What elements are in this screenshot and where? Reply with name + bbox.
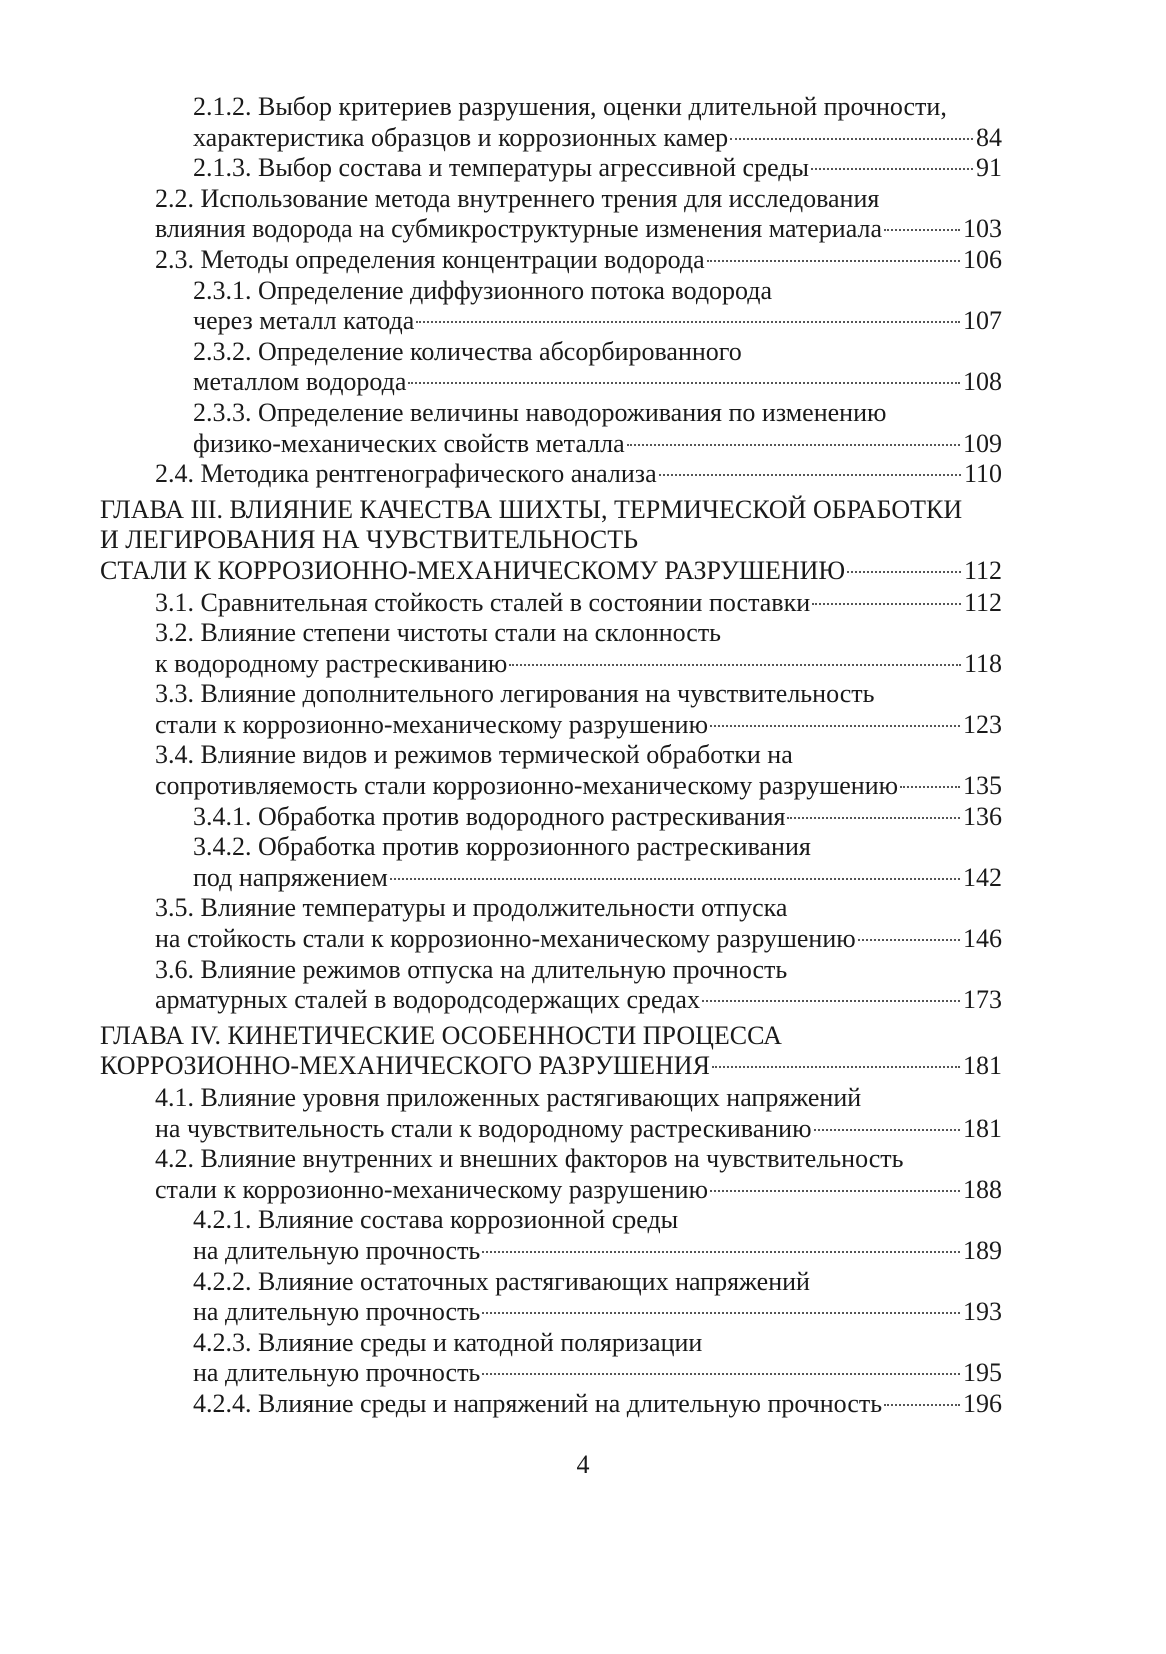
toc-entry-title: влияния водорода на субмикроструктурные изменения материала bbox=[155, 214, 882, 244]
toc-page-number: 103 bbox=[963, 214, 1002, 244]
toc-entry bbox=[100, 893, 1002, 954]
toc-entry-title: стали к коррозионно-механическому разрушению bbox=[155, 1174, 709, 1204]
dot-leader bbox=[858, 939, 960, 941]
toc-entry-title: ГЛАВА III. ВЛИЯНИЕ КАЧЕСТВА ШИХТЫ, ТЕРМИЧЕСКОЙ ОБРАБОТКИ bbox=[100, 494, 963, 524]
toc-entry bbox=[100, 1205, 1002, 1266]
toc-page-number: 107 bbox=[963, 306, 1002, 336]
toc-entry-title: стали к коррозионно-механическому разрушению bbox=[155, 709, 709, 739]
toc-entry-title: 2.3.3. Определение величины наводороживания по изменению bbox=[193, 397, 887, 427]
toc-entry-line bbox=[193, 1267, 1002, 1298]
toc-entry-line bbox=[193, 832, 1002, 863]
toc-page-number: 142 bbox=[963, 862, 1002, 892]
toc-entry-title: 2.3.1. Определение диффузионного потока водорода bbox=[193, 275, 773, 305]
toc-page-number: 188 bbox=[963, 1174, 1002, 1204]
toc-entry-title: 3.3. Влияние дополнительного легирования на чувствительность bbox=[155, 679, 875, 709]
toc-entry-title: 2.3.2. Определение количества абсорбированного bbox=[193, 336, 742, 366]
toc-page-number: 118 bbox=[963, 648, 1002, 678]
table-of-contents bbox=[100, 92, 1002, 1420]
toc-page-number: 181 bbox=[963, 1051, 1002, 1081]
dot-leader bbox=[482, 1312, 960, 1314]
toc-entry bbox=[100, 1267, 1002, 1328]
toc-entry-line bbox=[155, 985, 1002, 1016]
page-number: 4 bbox=[576, 1450, 590, 1479]
toc-entry-line bbox=[193, 1297, 1002, 1328]
dot-leader bbox=[390, 878, 960, 880]
toc-entry-title: к водородному растрескиванию bbox=[155, 648, 508, 678]
toc-entry-line bbox=[193, 337, 1002, 368]
toc-entry-title: 4.2.2. Влияние остаточных растягивающих напряжений bbox=[193, 1266, 810, 1296]
toc-entry-line bbox=[100, 1051, 1002, 1082]
toc-entry bbox=[100, 184, 1002, 245]
toc-entry-title: на длительную прочность bbox=[193, 1358, 481, 1388]
toc-entry-line bbox=[155, 459, 1002, 490]
toc-page-number: 110 bbox=[963, 459, 1002, 489]
toc-entry-title: 4.2. Влияние внутренних и внешних факторов на чувствительность bbox=[155, 1144, 904, 1174]
toc-entry bbox=[100, 740, 1002, 801]
toc-page-number: 84 bbox=[976, 122, 1002, 152]
toc-entry-line bbox=[155, 184, 1002, 215]
dot-leader bbox=[509, 664, 961, 666]
toc-chapter-entry bbox=[100, 495, 1002, 587]
toc-entry-title: 2.1.2. Выбор критериев разрушения, оценки длительной прочности, bbox=[193, 92, 947, 121]
toc-entry-title: 3.4.2. Обработка против коррозионного растрескивания bbox=[193, 832, 811, 862]
toc-entry-line bbox=[193, 398, 1002, 429]
toc-entry-title: арматурных сталей в водородсодержащих средах bbox=[155, 985, 700, 1015]
toc-entry-title: через металл катода bbox=[193, 306, 415, 336]
toc-entry-title: металлом водорода bbox=[193, 367, 407, 397]
toc-entry-title: 4.1. Влияние уровня приложенных растягивающих напряжений bbox=[155, 1083, 862, 1112]
toc-entry bbox=[100, 276, 1002, 337]
toc-entry-line bbox=[193, 1328, 1002, 1359]
dot-leader bbox=[408, 382, 960, 384]
toc-entry-line bbox=[100, 495, 1002, 526]
dot-leader bbox=[812, 603, 961, 605]
toc-entry bbox=[100, 337, 1002, 398]
toc-entry-line bbox=[193, 1205, 1002, 1236]
toc-page-number: 196 bbox=[963, 1388, 1002, 1418]
toc-entry-line bbox=[193, 429, 1002, 460]
toc-entry-line bbox=[155, 245, 1002, 276]
toc-chapter-entry bbox=[100, 1021, 1002, 1082]
toc-entry-title: 3.4.1. Обработка против водородного растрескивания bbox=[193, 801, 786, 831]
toc-entry-title: 4.2.4. Влияние среды и напряжений на длительную прочность bbox=[193, 1388, 883, 1418]
toc-entry bbox=[100, 1083, 1002, 1144]
toc-entry bbox=[100, 1144, 1002, 1205]
toc-entry-title: 3.5. Влияние температуры и продолжительности отпуска bbox=[155, 893, 788, 923]
toc-entry-title: на чувствительность стали к водородному растрескиванию bbox=[155, 1113, 812, 1143]
dot-leader bbox=[710, 725, 960, 727]
toc-entry-line bbox=[155, 588, 1002, 619]
toc-page-number: 136 bbox=[963, 801, 1002, 831]
toc-entry-title: физико-механических свойств металла bbox=[193, 428, 625, 458]
toc-entry bbox=[100, 832, 1002, 893]
toc-entry-line bbox=[155, 649, 1002, 680]
toc-page-number: 195 bbox=[963, 1358, 1002, 1388]
toc-page-number: 112 bbox=[963, 555, 1002, 585]
toc-entry-line bbox=[155, 1144, 1002, 1175]
toc-entry-title: 4.2.1. Влияние состава коррозионной среды bbox=[193, 1205, 679, 1235]
toc-page-number: 181 bbox=[963, 1113, 1002, 1143]
toc-entry-title: 4.2.3. Влияние среды и катодной поляризации bbox=[193, 1327, 703, 1357]
toc-entry-line bbox=[155, 771, 1002, 802]
toc-entry-title: ГЛАВА IV. КИНЕТИЧЕСКИЕ ОСОБЕННОСТИ ПРОЦЕССА bbox=[100, 1020, 782, 1050]
toc-entry-line bbox=[155, 679, 1002, 710]
dot-leader bbox=[482, 1373, 960, 1375]
dot-leader bbox=[730, 138, 973, 140]
dot-leader bbox=[702, 1000, 960, 1002]
toc-entry-line bbox=[155, 1114, 1002, 1145]
toc-entry-title: характеристика образцов и коррозионных камер bbox=[193, 122, 729, 152]
toc-entry-line bbox=[155, 893, 1002, 924]
toc-entry bbox=[100, 679, 1002, 740]
dot-leader bbox=[814, 1129, 961, 1131]
toc-page-number: 106 bbox=[963, 244, 1002, 274]
toc-entry-line bbox=[100, 1021, 1002, 1052]
dot-leader bbox=[710, 1190, 960, 1192]
toc-page-number: 193 bbox=[963, 1297, 1002, 1327]
toc-entry-title: 3.4. Влияние видов и режимов термической обработки на bbox=[155, 740, 793, 770]
toc-entry-line bbox=[155, 710, 1002, 741]
toc-entry-line bbox=[193, 306, 1002, 337]
toc-entry bbox=[100, 1389, 1002, 1420]
toc-entry-line bbox=[193, 863, 1002, 894]
dot-leader bbox=[712, 1066, 960, 1068]
toc-entry-title: И ЛЕГИРОВАНИЯ НА ЧУВСТВИТЕЛЬНОСТЬ bbox=[100, 525, 639, 555]
toc-entry bbox=[100, 459, 1002, 490]
toc-page-number: 189 bbox=[963, 1235, 1002, 1265]
toc-entry-line bbox=[155, 1083, 1002, 1114]
toc-entry-title: на длительную прочность bbox=[193, 1235, 481, 1265]
toc-entry bbox=[100, 1328, 1002, 1389]
toc-entry-line bbox=[100, 525, 1002, 556]
dot-leader bbox=[627, 444, 960, 446]
toc-page-number: 109 bbox=[963, 428, 1002, 458]
toc-entry bbox=[100, 618, 1002, 679]
toc-entry-title: 3.2. Влияние степени чистоты стали на склонность bbox=[155, 618, 722, 648]
dot-leader bbox=[847, 571, 961, 573]
toc-entry bbox=[100, 955, 1002, 1016]
dot-leader bbox=[787, 817, 960, 819]
toc-entry-title: 2.4. Методика рентгенографического анализа bbox=[155, 459, 657, 489]
toc-entry-title: 2.1.3. Выбор состава и температуры агрессивной среды bbox=[193, 153, 809, 183]
toc-entry bbox=[100, 398, 1002, 459]
toc-entry-line bbox=[155, 740, 1002, 771]
dot-leader bbox=[900, 786, 960, 788]
toc-entry bbox=[100, 245, 1002, 276]
toc-entry-title: КОРРОЗИОННО-МЕХАНИЧЕСКОГО РАЗРУШЕНИЯ bbox=[100, 1051, 710, 1081]
toc-entry-line bbox=[193, 1358, 1002, 1389]
dot-leader bbox=[416, 321, 960, 323]
toc-entry-title: 3.6. Влияние режимов отпуска на длительную прочность bbox=[155, 954, 788, 984]
toc-entry-line bbox=[155, 1175, 1002, 1206]
dot-leader bbox=[884, 229, 960, 231]
toc-page-number: 108 bbox=[963, 367, 1002, 397]
dot-leader bbox=[482, 1251, 960, 1253]
toc-entry-title: 2.3. Методы определения концентрации водорода bbox=[155, 244, 705, 274]
toc-entry-title: 2.2. Использование метода внутреннего трения для исследования bbox=[155, 183, 880, 213]
dot-leader bbox=[707, 260, 960, 262]
toc-page-number: 173 bbox=[963, 985, 1002, 1015]
toc-entry-title: СТАЛИ К КОРРОЗИОННО-МЕХАНИЧЕСКОМУ РАЗРУШЕНИЮ bbox=[100, 555, 846, 585]
toc-entry bbox=[100, 153, 1002, 184]
toc-entry bbox=[100, 588, 1002, 619]
toc-entry-line bbox=[193, 276, 1002, 307]
toc-entry-title: на стойкость стали к коррозионно-механическому разрушению bbox=[155, 924, 856, 954]
toc-entry-line bbox=[193, 92, 1002, 123]
toc-page-number: 135 bbox=[963, 771, 1002, 801]
toc-page-number: 112 bbox=[963, 587, 1002, 617]
toc-entry-title: на длительную прочность bbox=[193, 1297, 481, 1327]
toc-entry-line bbox=[193, 123, 1002, 154]
dot-leader bbox=[884, 1404, 960, 1406]
toc-entry-line bbox=[193, 1236, 1002, 1267]
toc-page-number: 91 bbox=[976, 153, 1002, 183]
toc-entry-line bbox=[193, 153, 1002, 184]
toc-entry-title: 3.1. Сравнительная стойкость сталей в состоянии поставки bbox=[155, 587, 811, 617]
toc-entry bbox=[100, 92, 1002, 153]
toc-entry-line bbox=[193, 367, 1002, 398]
toc-entry-line bbox=[193, 1389, 1002, 1420]
dot-leader bbox=[811, 168, 973, 170]
toc-page-number: 146 bbox=[963, 924, 1002, 954]
toc-entry-line bbox=[100, 556, 1002, 587]
toc-entry-line bbox=[155, 924, 1002, 955]
toc-entry-line bbox=[155, 214, 1002, 245]
toc-entry bbox=[100, 802, 1002, 833]
dot-leader bbox=[659, 474, 961, 476]
toc-entry-line bbox=[155, 955, 1002, 986]
toc-entry-line bbox=[155, 618, 1002, 649]
toc-page-number: 123 bbox=[963, 709, 1002, 739]
toc-entry-title: сопротивляемость стали коррозионно-механическому разрушению bbox=[155, 771, 899, 801]
toc-entry-title: под напряжением bbox=[193, 862, 388, 892]
toc-entry-line bbox=[193, 802, 1002, 833]
